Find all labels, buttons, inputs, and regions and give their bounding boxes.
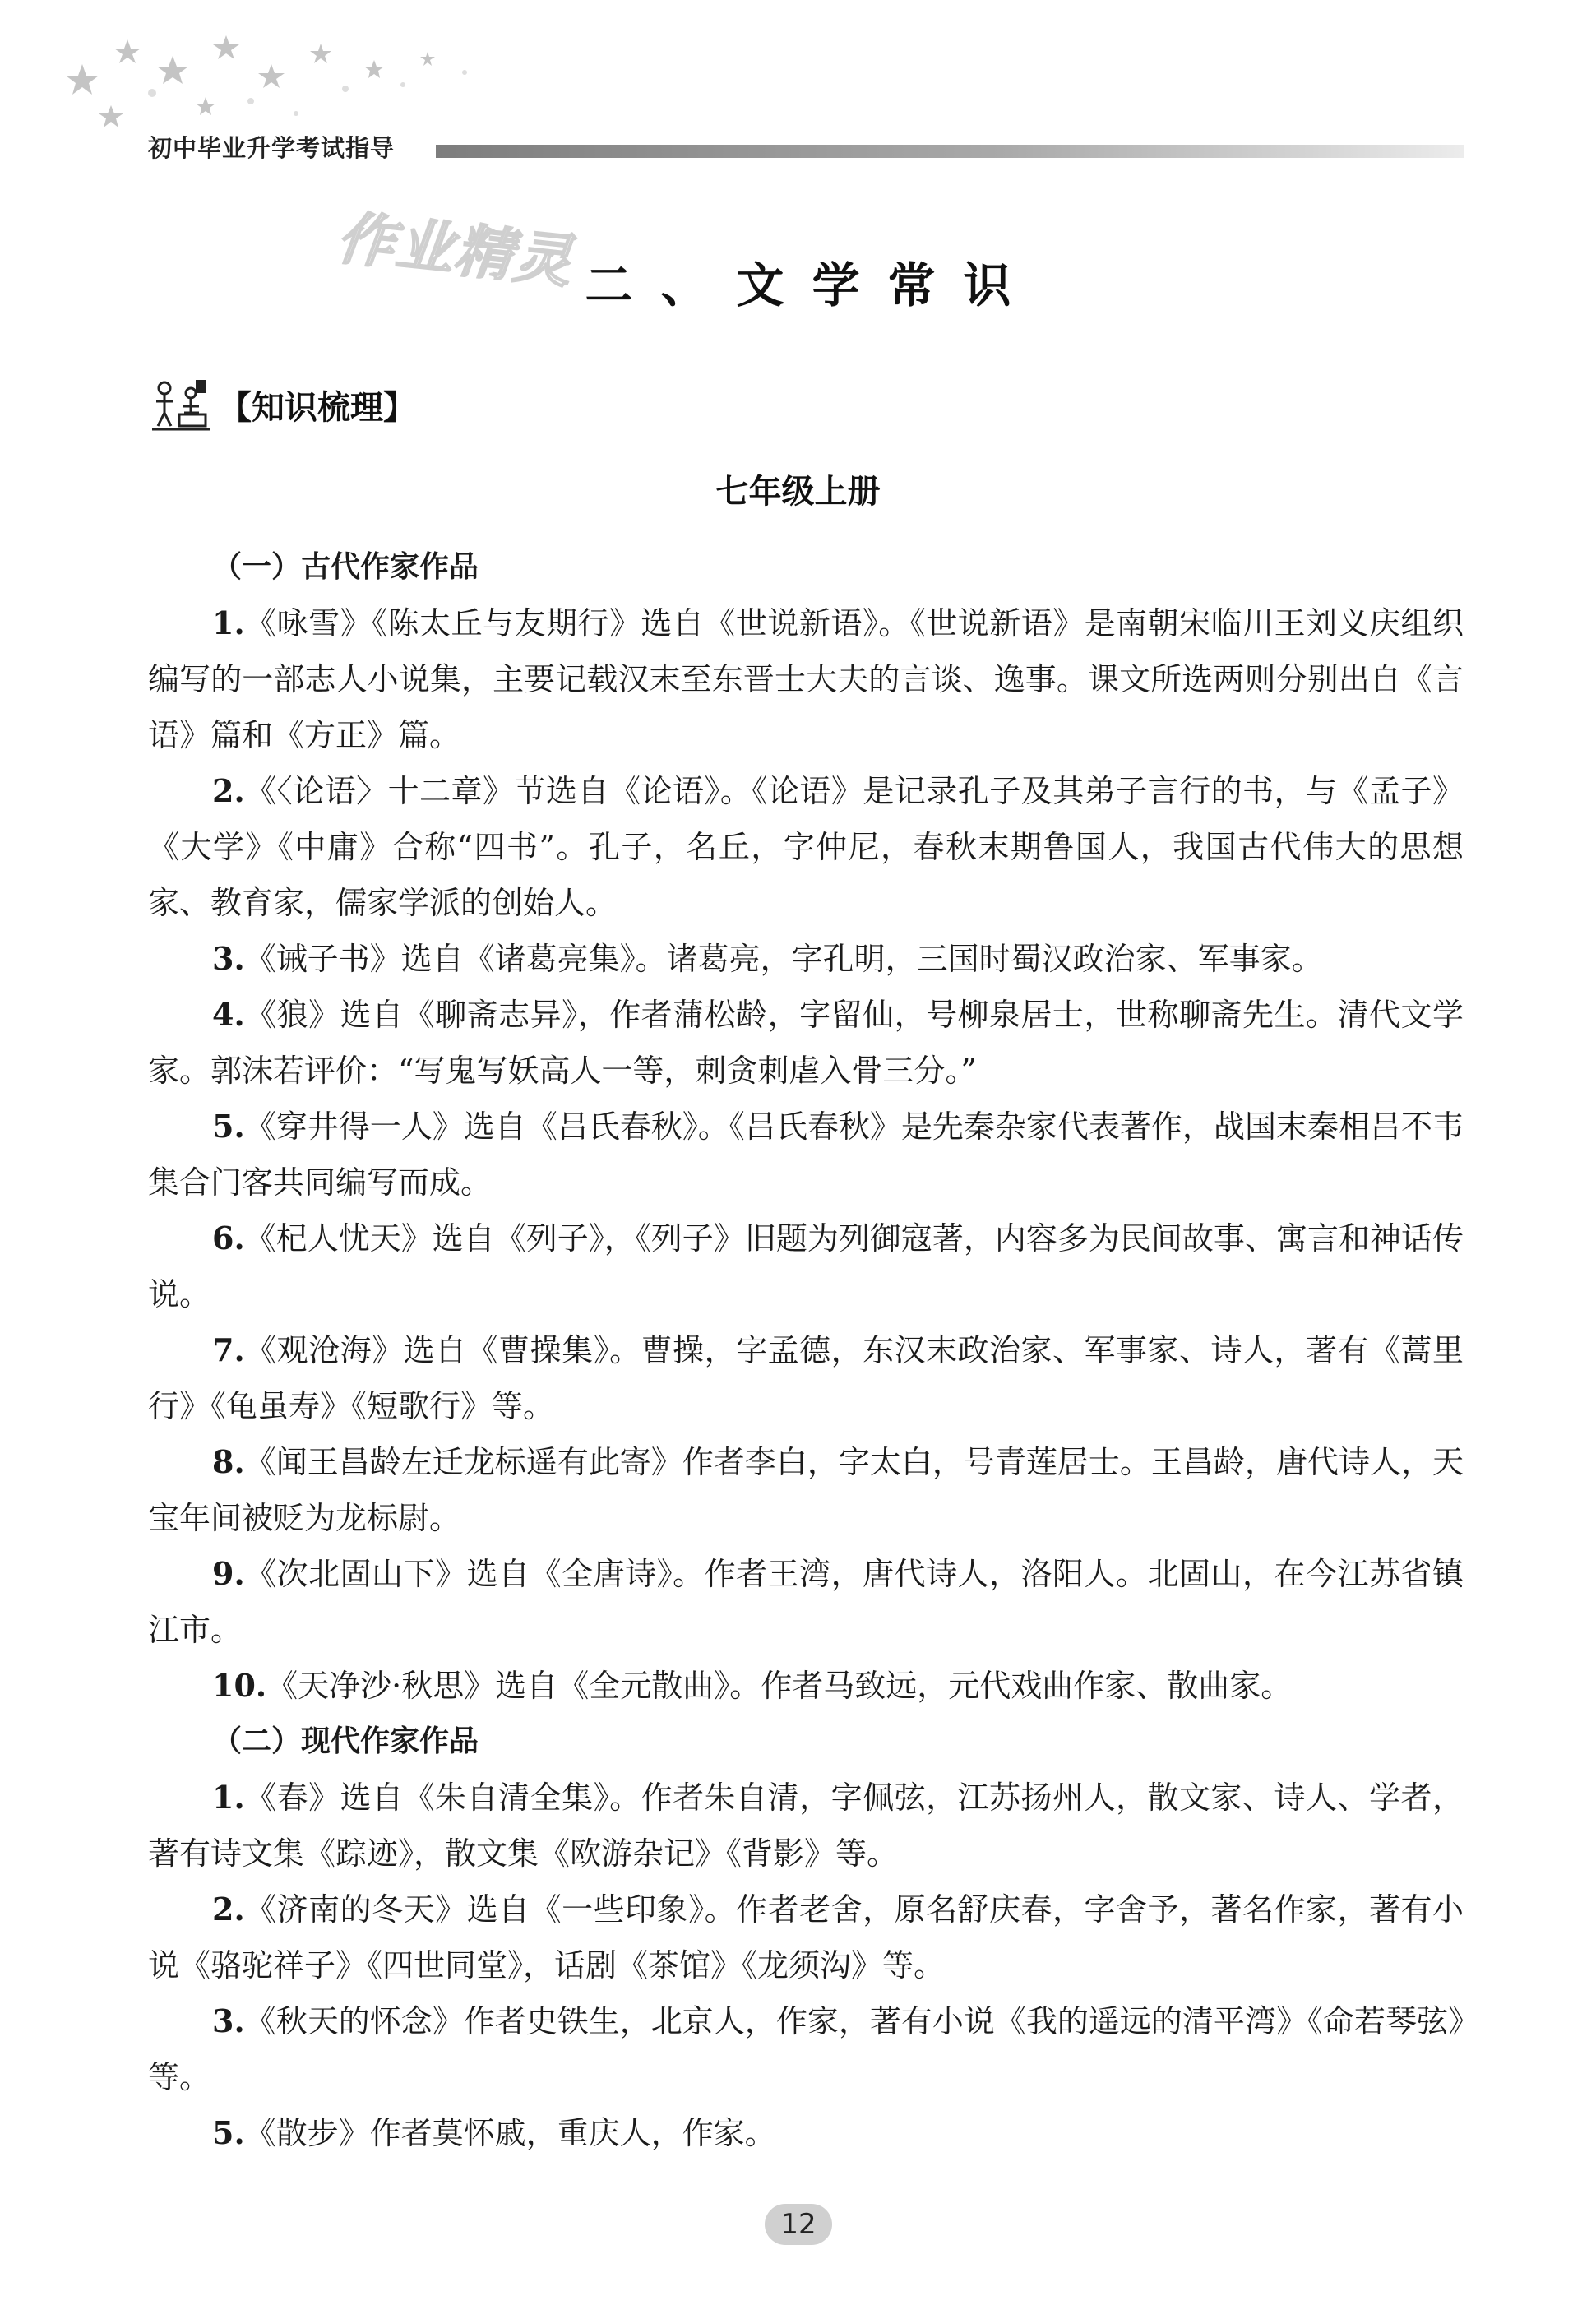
chapter-title: 二、文学常识 [585, 257, 1039, 313]
section-heading-modern: （二）现代作家作品 [212, 1724, 479, 1758]
list-item [148, 763, 1464, 931]
item-text: 《诫子书》选自《诸葛亮集》。诸葛亮，字孔明，三国时蜀汉政治家、军事家。 [244, 941, 1323, 977]
list-item [148, 2105, 1464, 2161]
item-text: 《咏雪》《陈太丘与友期行》选自《世说新语》。《世说新语》是南朝宋临川王刘义庆组织编写的一部志人小说集，主要记载汉末至东晋士大夫的言谈、逸事。课文所选两则分别出自《言语》篇和《方正》篇。 [148, 605, 1464, 753]
item-number: 1. [212, 604, 245, 641]
item-number: 5. [212, 2114, 245, 2151]
item-text: 《散步》作者莫怀戚，重庆人，作家。 [244, 2115, 776, 2151]
item-text: 《天净沙·秋思》选自《全元散曲》。作者马致远，元代戏曲作家、散曲家。 [266, 1668, 1293, 1704]
item-text: 《〈论语〉十二章》节选自《论语》。《论语》是记录孔子及其弟子言行的书，与《孟子》《大学》《中庸》合称“四书”。孔子，名丘，字仲尼，春秋末期鲁国人，我国古代伟大的思想家、教育家，儒家学派的创始人。 [148, 773, 1464, 921]
item-text: 《次北固山下》选自《全唐诗》。作者王湾，唐代诗人，洛阳人。北固山，在今江苏省镇江市。 [148, 1556, 1464, 1648]
item-number: 6. [212, 1220, 245, 1257]
reading-figures-icon [148, 377, 214, 433]
item-text: 《春》选自《朱自清全集》。作者朱自清，字佩弦，江苏扬州人，散文家、诗人、学者，著有诗文集《踪迹》，散文集《欧游杂记》《背影》等。 [148, 1780, 1464, 1872]
list-item [148, 931, 1464, 987]
item-text: 《济南的冬天》选自《一些印象》。作者老舍，原名舒庆春，字舍予，著名作家，著有小说《骆驼祥子》《四世同堂》，话剧《茶馆》《龙须沟》等。 [148, 1891, 1464, 1983]
item-number: 1. [212, 1779, 245, 1816]
list-item [148, 1658, 1464, 1714]
section-heading-ancient: （一）古代作家作品 [212, 550, 479, 584]
watermark: 作业精灵 [333, 204, 576, 296]
list-item [148, 1993, 1464, 2105]
list-item [148, 1322, 1464, 1434]
list-item [148, 987, 1464, 1099]
content [148, 539, 1464, 2161]
item-number: 2. [212, 772, 245, 809]
list-item [148, 1434, 1464, 1546]
item-text: 《秋天的怀念》作者史铁生，北京人，作家，著有小说《我的遥远的清平湾》《命若琴弦》等。 [148, 2003, 1464, 2095]
list-item [148, 1881, 1464, 1993]
running-title: 初中毕业升学考试指导 [148, 134, 396, 162]
item-text: 《观沧海》选自《曹操集》。曹操，字孟德，东汉末政治家、军事家、诗人，著有《蒿里行》《龟虽寿》《短歌行》等。 [148, 1332, 1464, 1424]
item-number: 10. [212, 1667, 267, 1704]
list-item [148, 1546, 1464, 1658]
item-text: 《杞人忧天》选自《列子》，《列子》旧题为列御寇著，内容多为民间故事、寓言和神话传说。 [148, 1220, 1464, 1312]
item-number: 3. [212, 2002, 245, 2039]
item-text: 《穿井得一人》选自《吕氏春秋》。《吕氏春秋》是先秦杂家代表著作，战国末秦相吕不韦集合门客共同编写而成。 [148, 1109, 1464, 1201]
list-item [148, 1770, 1464, 1881]
list-item [148, 1210, 1464, 1322]
item-number: 9. [212, 1555, 245, 1592]
item-text: 《狼》选自《聊斋志异》，作者蒲松龄，字留仙，号柳泉居士，世称聊斋先生。清代文学家。郭沫若评价：“写鬼写妖高人一等，刺贪刺虐入骨三分。” [148, 997, 1464, 1089]
item-number: 2. [212, 1891, 245, 1928]
section-label: 【知识梳理】 [219, 388, 416, 427]
page-number: 12 [765, 2204, 832, 2245]
item-number: 7. [212, 1331, 245, 1368]
list-item [148, 1099, 1464, 1210]
item-number: 5. [212, 1108, 245, 1145]
section-tag [148, 377, 416, 433]
item-number: 8. [212, 1443, 245, 1480]
list-item [148, 595, 1464, 763]
header-rule [436, 145, 1464, 158]
item-number: 3. [212, 940, 245, 977]
item-number: 4. [212, 996, 245, 1033]
grade-title: 七年级上册 [715, 472, 881, 511]
item-text: 《闻王昌龄左迁龙标遥有此寄》作者李白，字太白，号青莲居士。王昌龄，唐代诗人，天宝年间被贬为龙标尉。 [148, 1444, 1464, 1536]
